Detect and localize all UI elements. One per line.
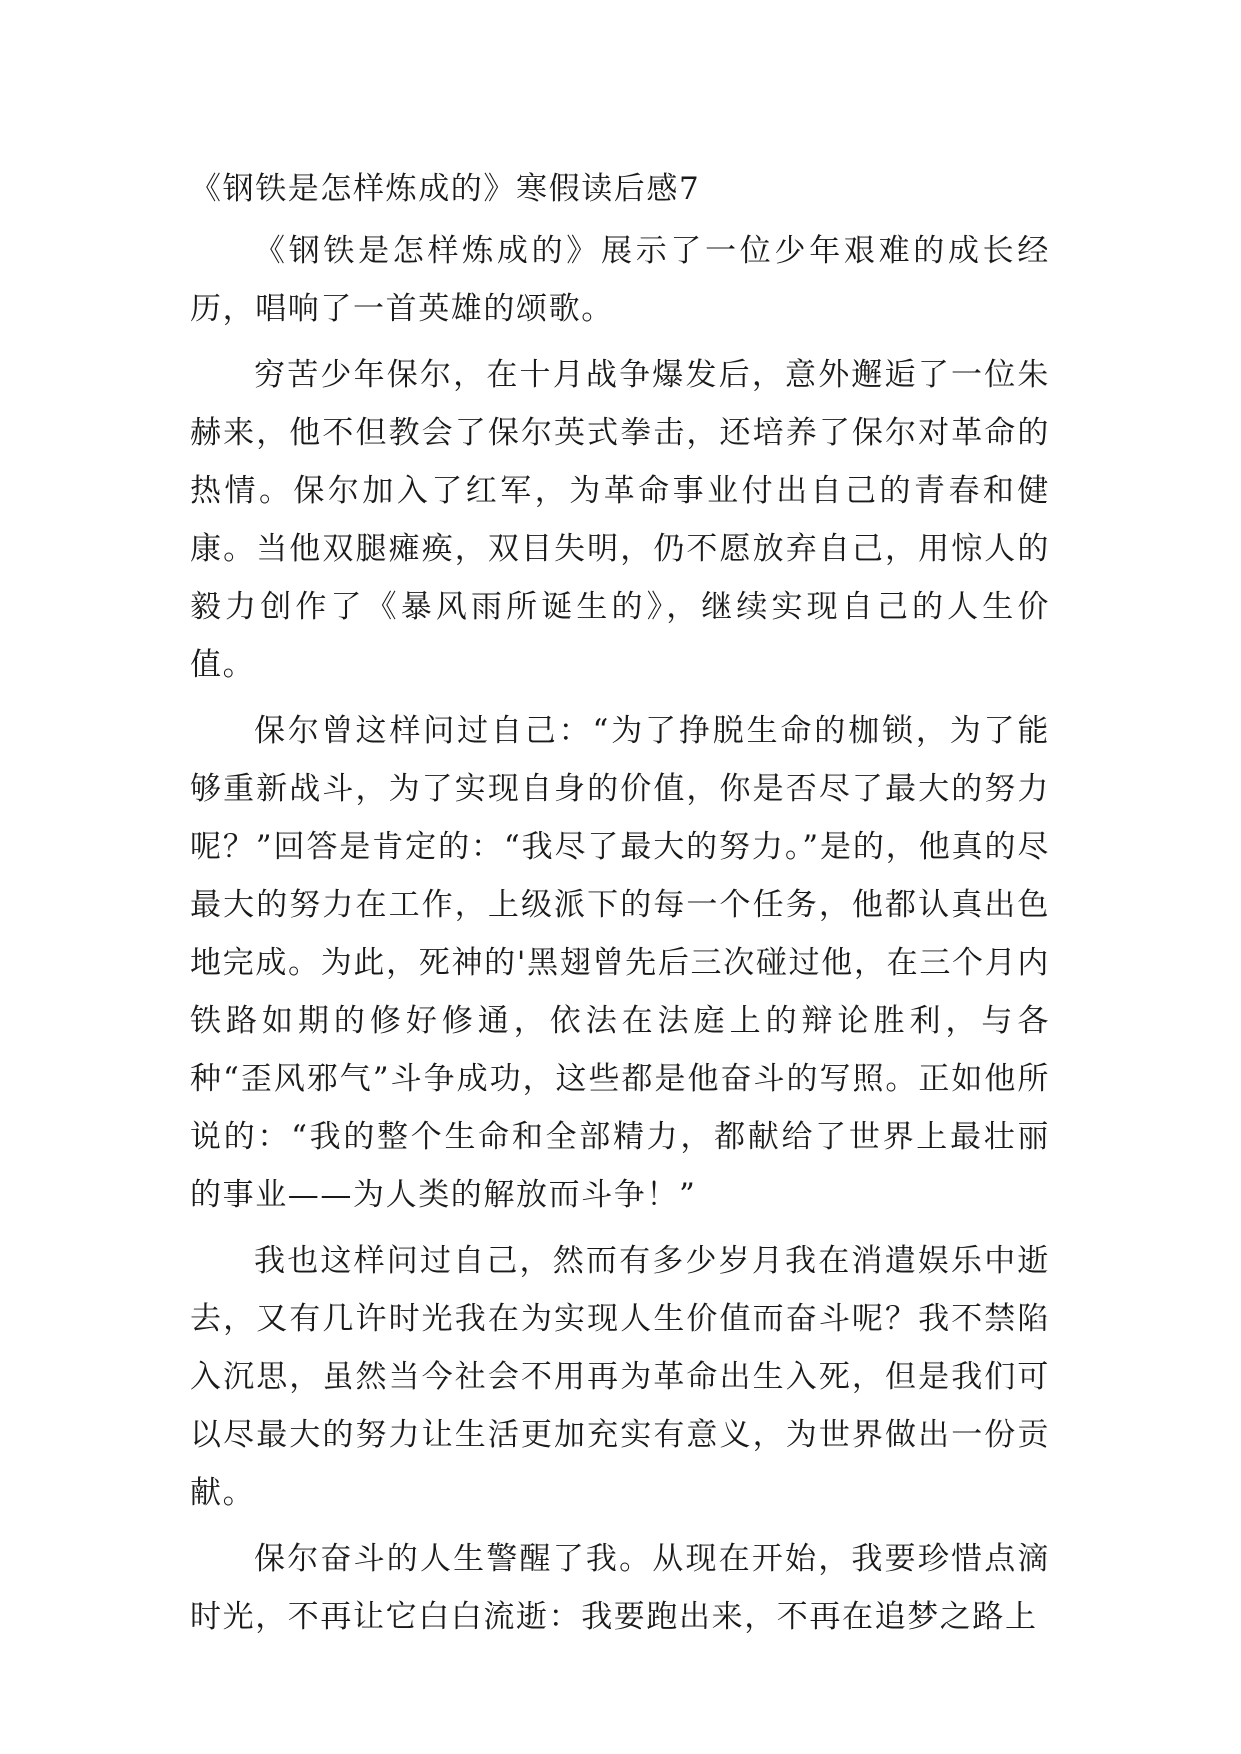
paragraph-reflection: 我也这样问过自己，然而有多少岁月我在消遣娱乐中逝去，又有几许时光我在为实现人生价值而奋斗呢？我不禁陷入沉思，虽然当今社会不用再为革命出生入死，但是我们可以尽最大的努力让生活更加充实有意义，为世界做出一份贡献。 — [190, 1243, 1050, 1511]
paragraph-resolution: 保尔奋斗的人生警醒了我。从现在开始，我要珍惜点滴时光，不再让它白白流逝：我要跑出来，不再在追梦之路上 — [190, 1541, 1050, 1635]
paragraph-quote: 保尔曾这样问过自己：“为了挣脱生命的枷锁，为了能够重新战斗，为了实现自身的价值，你是否尽了最大的努力呢？”回答是肯定的：“我尽了最大的努力。”是的，他真的尽最大的努力在工作，上级派下的每一个任务，他都认真出色地完成。为此，死神的'黑翅曾先后三次碰过他，在三个月内铁路如期的修好修通，依法在法庭上的辩论胜利，与各种“歪风邪气”斗争成功，这些都是他奋斗的写照。正如他所说的：“我的整个生命和全部精力，都献给了世界上最壮丽的事业——为人类的解放而斗争！” — [190, 713, 1050, 1213]
paragraph-intro: 《钢铁是怎样炼成的》展示了一位少年艰难的成长经历，唱响了一首英雄的颂歌。 — [190, 233, 1050, 327]
paragraph-story: 穷苦少年保尔，在十月战争爆发后，意外邂逅了一位朱赫来，他不但教会了保尔英式拳击，还培养了保尔对革命的热情。保尔加入了红军，为革命事业付出自己的青春和健康。当他双腿瘫痪，双目失明，仍不愿放弃自己，用惊人的毅力创作了《暴风雨所诞生的》，继续实现自己的人生价值。 — [190, 357, 1050, 683]
document-body — [190, 160, 1050, 1654]
document-title: 《钢铁是怎样炼成的》寒假读后感7 — [190, 171, 701, 207]
